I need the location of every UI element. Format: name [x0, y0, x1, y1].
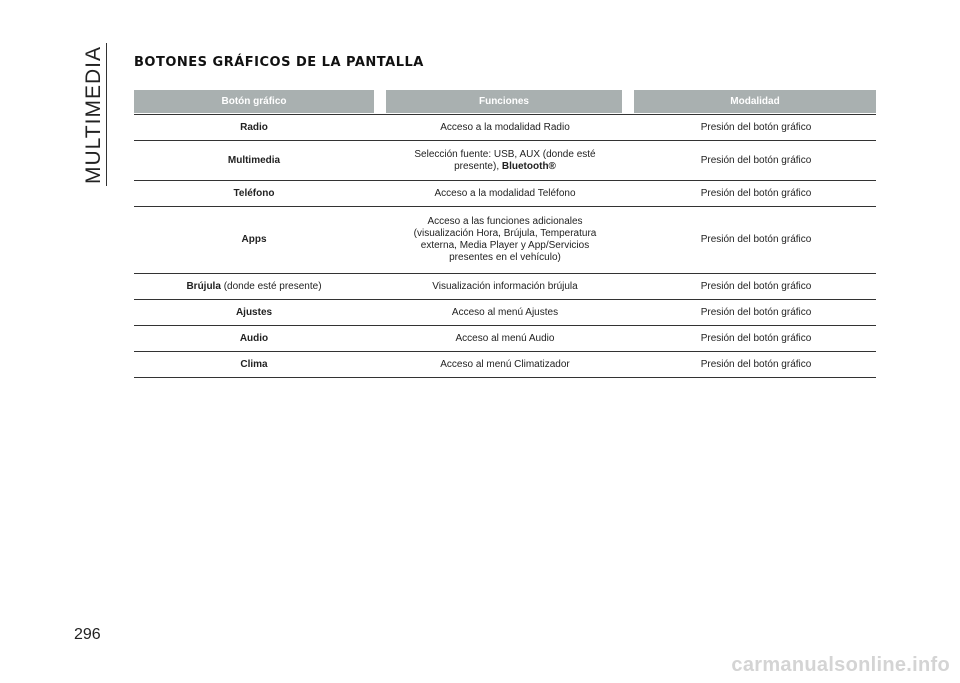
table-row [134, 181, 876, 207]
cell-mode: Presión del botón gráfico [700, 234, 812, 245]
button-name: Ajustes [235, 306, 273, 318]
function-line: Acceso al menú Ajustes [451, 306, 559, 318]
button-note: (donde esté presente) [223, 280, 322, 292]
table-row [134, 300, 876, 326]
cell-button [134, 359, 374, 371]
cell-functions [374, 188, 636, 200]
page-number: 296 [74, 626, 101, 643]
button-name: Audio [239, 332, 269, 344]
side-divider [106, 43, 107, 186]
cell-functions [374, 122, 636, 134]
function-line: Acceso a las funciones adicionales [427, 216, 583, 227]
header-mode: Modalidad [634, 90, 876, 113]
side-label-text: MULTIMEDIA [82, 46, 106, 184]
cell-functions [374, 359, 636, 371]
function-line [374, 161, 636, 173]
button-name: Multimedia [227, 154, 281, 166]
button-name: Teléfono [233, 187, 275, 199]
cell-functions [374, 333, 636, 345]
function-line: Acceso al menú Audio [455, 332, 555, 344]
button-name: Clima [240, 358, 268, 370]
cell-mode: Presión del botón gráfico [700, 358, 812, 370]
function-line: Acceso al menú Climatizador [440, 358, 570, 370]
function-line: presentes en el vehículo) [449, 252, 561, 263]
cell-button [134, 307, 374, 319]
cell-button [134, 122, 374, 134]
function-line: (visualización Hora, Brújula, Temperatura [413, 228, 597, 239]
cell-mode: Presión del botón gráfico [700, 121, 812, 133]
table-row [134, 352, 876, 378]
section-side-label [80, 40, 108, 190]
function-line: Selección fuente: USB, AUX (donde esté [414, 148, 596, 160]
watermark: carmanualsonline.info [731, 654, 950, 676]
function-text: presente), [454, 160, 500, 172]
button-name: Brújula [186, 280, 221, 292]
table-row [134, 207, 876, 274]
function-line: Visualización información brújula [432, 280, 578, 292]
table-header [134, 90, 876, 113]
cell-mode: Presión del botón gráfico [700, 332, 812, 344]
function-line: externa, Media Player y App/Servicios [420, 240, 590, 251]
table-row [134, 141, 876, 181]
button-name: Radio [240, 121, 268, 133]
cell-mode: Presión del botón gráfico [700, 306, 812, 318]
header-functions: Funciones [386, 90, 622, 113]
cell-button [134, 281, 374, 293]
cell-button [134, 155, 374, 167]
cell-functions [374, 216, 636, 264]
cell-button [134, 188, 374, 200]
cell-mode: Presión del botón gráfico [700, 187, 812, 199]
function-line: Acceso a la modalidad Radio [440, 121, 570, 133]
header-button: Botón gráfico [134, 90, 374, 113]
cell-functions [374, 281, 636, 293]
cell-button [134, 234, 374, 246]
cell-functions [374, 307, 636, 319]
section-title: BOTONES GRÁFICOS DE LA PANTALLA [134, 55, 424, 70]
table-row [134, 326, 876, 352]
button-name: Apps [241, 234, 267, 245]
table-row [134, 115, 876, 141]
cell-mode: Presión del botón gráfico [700, 280, 812, 292]
cell-button [134, 333, 374, 345]
cell-mode: Presión del botón gráfico [700, 154, 812, 166]
buttons-table [134, 90, 876, 378]
table-row [134, 274, 876, 300]
function-bold: Bluetooth® [501, 160, 556, 172]
cell-functions [374, 149, 636, 173]
function-line: Acceso a la modalidad Teléfono [434, 187, 576, 199]
